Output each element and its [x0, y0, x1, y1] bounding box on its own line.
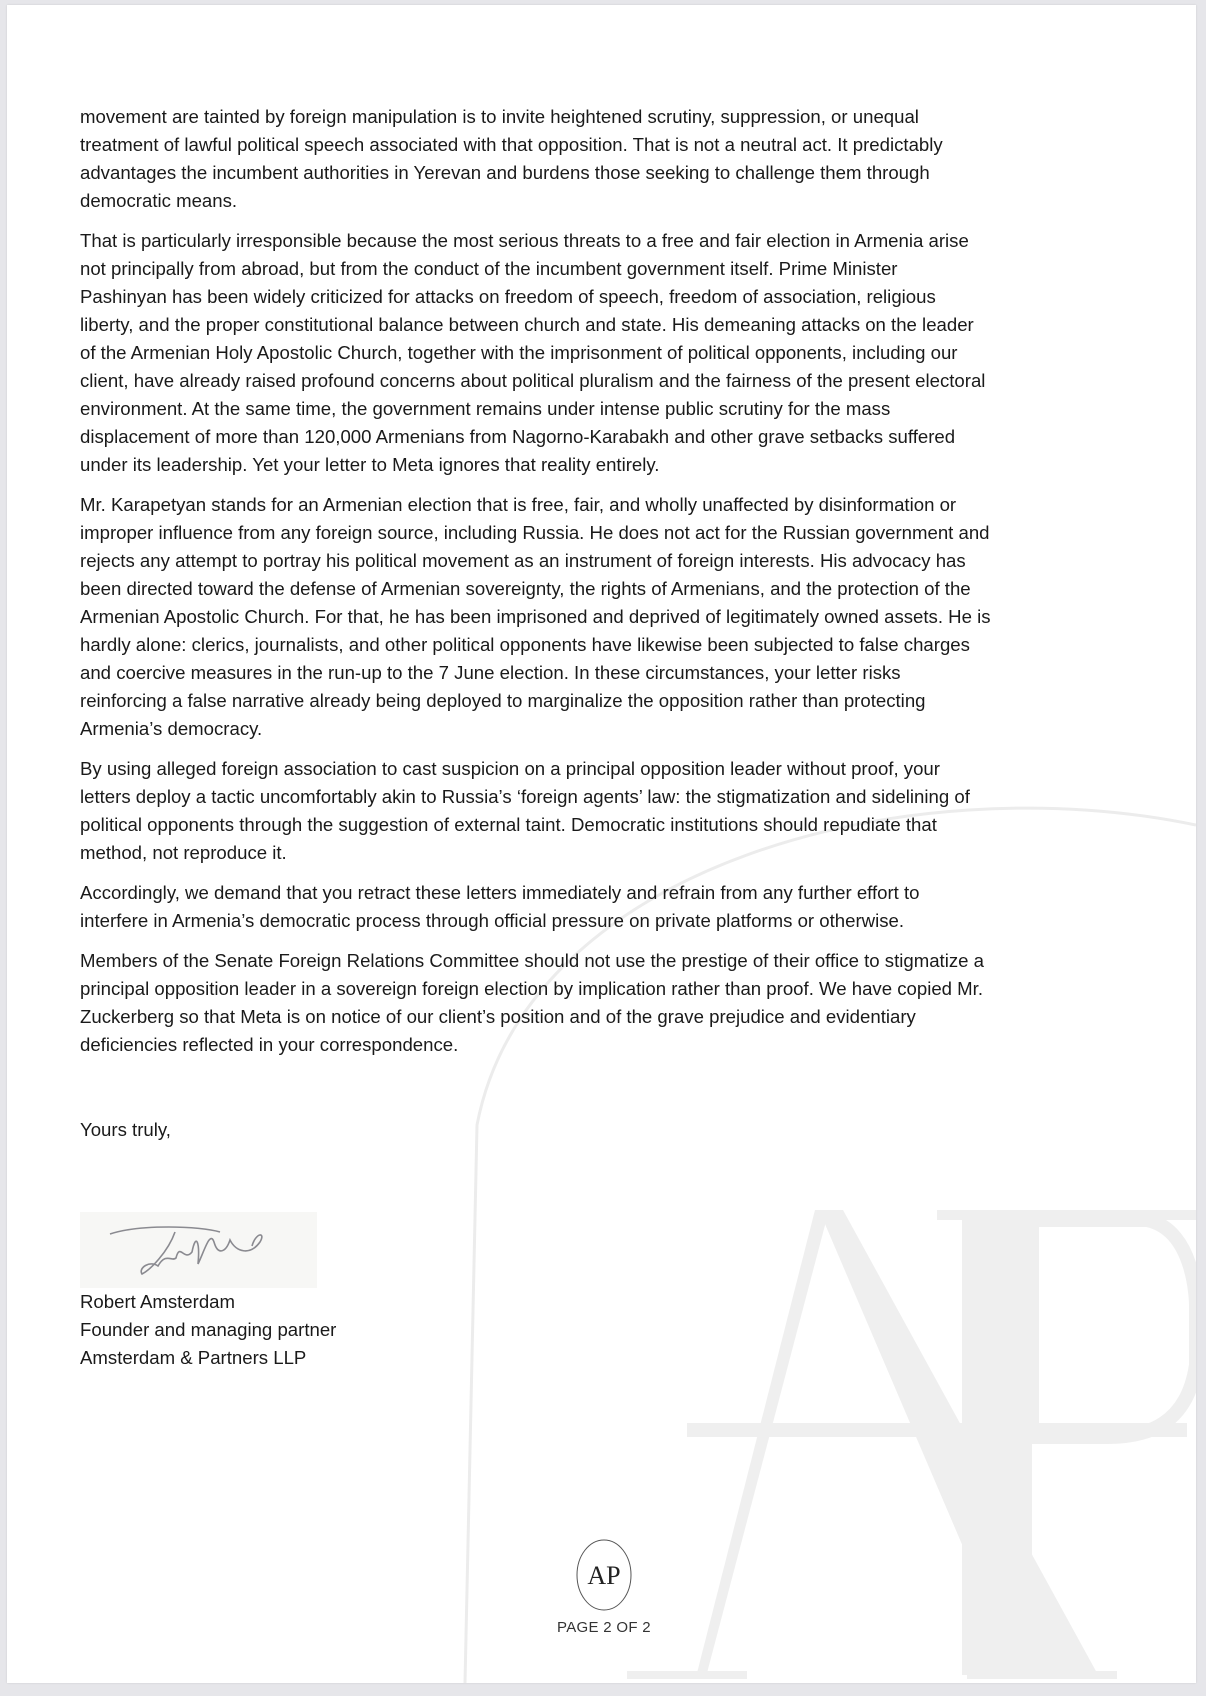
text-line: Pashinyan has been widely criticized for attacks on freedom of speech, freedom of association, religious [80, 286, 936, 307]
text-line: letters deploy a tactic uncomfortably akin to Russia’s ‘foreign agents’ law: the stigmatization and sidelining of [80, 786, 970, 807]
letter-body [80, 103, 1160, 1071]
text-line: Mr. Karapetyan stands for an Armenian election that is free, fair, and wholly unaffected by disinformation or [80, 494, 957, 515]
text-line: Zuckerberg so that Meta is on notice of our client’s position and of the grave prejudice and evidentiary [80, 1006, 916, 1027]
text-line: of the Armenian Holy Apostolic Church, together with the imprisonment of political opponents, including our [80, 342, 958, 363]
text-line: environment. At the same time, the government remains under intense public scrutiny for the mass [80, 398, 891, 419]
text-line: Armenian Apostolic Church. For that, he has been imprisoned and deprived of legitimately owned assets. He is [80, 606, 991, 627]
paragraph [80, 103, 1160, 215]
text-line: Members of the Senate Foreign Relations Committee should not use the prestige of their office to stigmatize a [80, 950, 984, 971]
text-line: rejects any attempt to portray his political movement as an instrument of foreign interests. His advocacy has [80, 550, 966, 571]
ap-logo-icon [575, 1538, 633, 1612]
signature-image [80, 1212, 317, 1288]
text-line: deficiencies reflected in your correspondence. [80, 1034, 459, 1055]
text-line: under its leadership. Yet your letter to Meta ignores that reality entirely. [80, 454, 660, 475]
text-line: displacement of more than 120,000 Armenians from Nagorno-Karabakh and other grave setbacks suffered [80, 426, 956, 447]
paragraph [80, 947, 1160, 1059]
text-line: advantages the incumbent authorities in Yerevan and burdens those seeking to challenge them through [80, 162, 930, 183]
text-line: Armenia’s democracy. [80, 718, 263, 739]
text-line: movement are tainted by foreign manipulation is to invite heightened scrutiny, suppression, or unequal [80, 106, 919, 127]
text-line: principal opposition leader in a sovereign foreign election by implication rather than proof. We have copied Mr. [80, 978, 984, 999]
text-line: hardly alone: clerics, journalists, and other political opponents have likewise been subjected to false charges [80, 634, 970, 655]
signer-name: Robert Amsterdam [80, 1291, 236, 1312]
text-line: interfere in Armenia’s democratic process through official pressure on private platforms or otherwise. [80, 910, 905, 931]
signer-title: Founder and managing partner [80, 1319, 337, 1340]
paragraph [80, 879, 1160, 935]
signature-block [80, 1288, 336, 1372]
paragraph [80, 227, 1160, 479]
text-line: liberty, and the proper constitutional balance between church and state. His demeaning attacks on the leader [80, 314, 974, 335]
signer-firm: Amsterdam & Partners LLP [80, 1347, 307, 1368]
text-line: That is particularly irresponsible because the most serious threats to a free and fair election in Armenia arise [80, 230, 969, 251]
text-line: method, not reproduce it. [80, 842, 287, 863]
text-line: been directed toward the defense of Armenian sovereignty, the rights of Armenians, and the protection of the [80, 578, 971, 599]
text-line: and coercive measures in the run-up to the 7 June election. In these circumstances, your letter risks [80, 662, 901, 683]
paragraph [80, 491, 1160, 743]
text-line: improper influence from any foreign source, including Russia. He does not act for the Russian government and [80, 522, 990, 543]
logo-monogram: AP [587, 1561, 621, 1590]
page-number: PAGE 2 OF 2 [557, 1619, 651, 1636]
text-line: client, have already raised profound concerns about political pluralism and the fairness of the present electoral [80, 370, 986, 391]
text-line: political opponents through the suggestion of external taint. Democratic institutions should repudiate that [80, 814, 937, 835]
text-line: not principally from abroad, but from the conduct of the incumbent government itself. Prime Minister [80, 258, 898, 279]
closing: Yours truly, [80, 1119, 171, 1140]
text-line: By using alleged foreign association to cast suspicion on a principal opposition leader without proof, your [80, 758, 940, 779]
text-line: Accordingly, we demand that you retract these letters immediately and refrain from any further effort to [80, 882, 920, 903]
text-line: democratic means. [80, 190, 238, 211]
text-line: reinforcing a false narrative already being deployed to marginalize the opposition rather than protecting [80, 690, 926, 711]
letter-page [7, 5, 1196, 1683]
text-line: treatment of lawful political speech associated with that opposition. That is not a neutral act. It predictably [80, 134, 943, 155]
paragraph [80, 755, 1160, 867]
